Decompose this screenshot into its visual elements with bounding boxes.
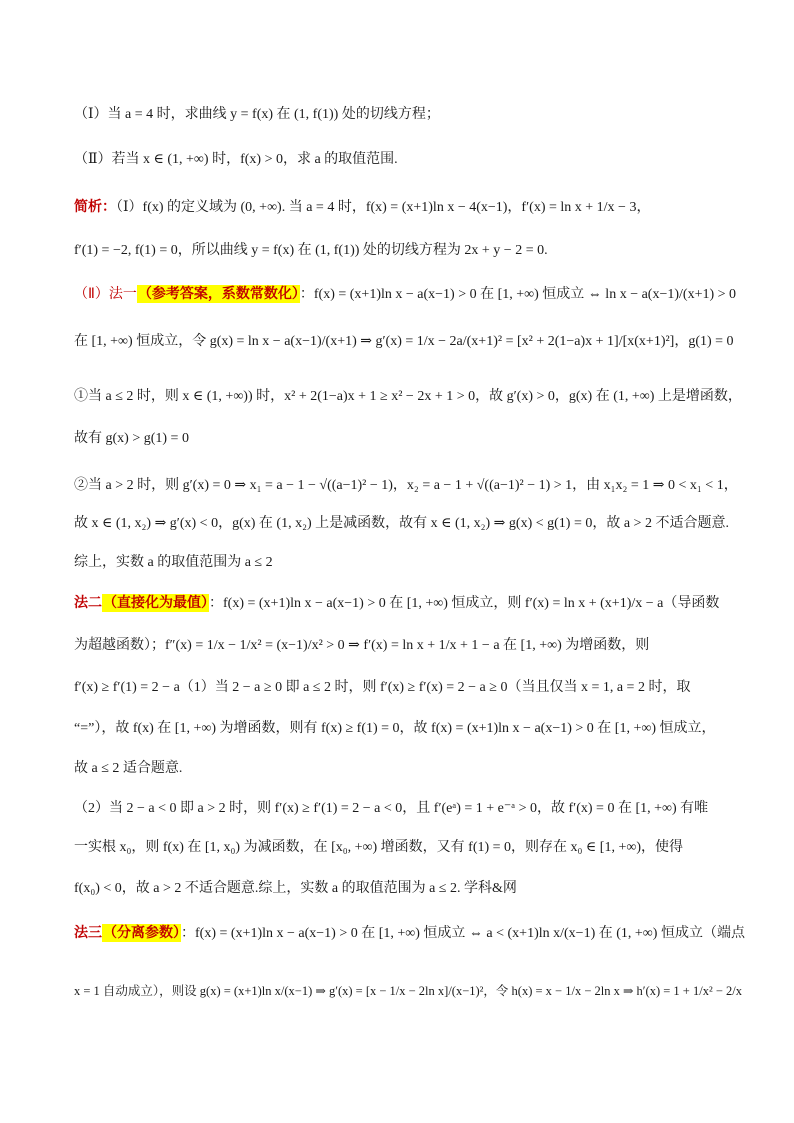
method1-tag: （参考答案，系数常数化） <box>137 286 299 302</box>
method3-line-1 <box>74 924 754 943</box>
method2-prefix: 法二 <box>74 595 102 611</box>
method1-conclusion: 综上，实数 a 的取值范围为 a ≤ 2 <box>74 555 273 570</box>
method2-line-1 <box>74 594 754 613</box>
method3-text-1: ：f(x) = (x+1)ln x − a(x−1) > 0 在 [1, +∞) 恒成立 ⇔ a < (x+1)ln x/(x−1) 在 (1, +∞) 恒成立（端点 <box>181 926 745 941</box>
question-part-1: （Ⅰ）当 a = 4 时，求曲线 y = f(x) 在 (1, f(1)) 处的切线方程； <box>74 107 440 122</box>
method2-line-5: 故 a ≤ 2 适合题意. <box>74 761 183 776</box>
method3-line-2: x = 1 自动成立），则设 g(x) = (x+1)ln x/(x−1) ⇒ g′(x) = [x − 1/x − 2ln x]/(x−1)²，令 h(x) = x − 1/x − 2ln x ⇒ h′(x) = 1 + 1/x² − 2/x <box>74 984 742 998</box>
method1-prefix: （Ⅱ）法一 <box>74 286 137 302</box>
method2-line-8: f(x₀) < 0，故 a > 2 不适合题意.综上，实数 a 的取值范围为 a ≤ 2. 学科&网 <box>74 881 517 896</box>
method2-line-3: f′(x) ≥ f′(1) = 2 − a（1）当 2 − a ≥ 0 即 a ≤ 2 时，则 f′(x) ≥ f′(x) = 2 − a ≥ 0（当且仅当 x = 1, a = 2 时，取 <box>74 680 691 695</box>
method1-case2-line-2: 故 x ∈ (1, x₂) ⇒ g′(x) < 0，g(x) 在 (1, x₂) 上是减函数，故有 x ∈ (1, x₂) ⇒ g(x) < g(1) = 0，故 a > 2 不适合题意. <box>74 516 729 531</box>
method3-tag: （分离参数） <box>103 925 180 941</box>
method1-case1-line-1: ①当 a ≤ 2 时，则 x ∈ (1, +∞)) 时，x² + 2(1−a)x + 1 ≥ x² − 2x + 1 > 0，故 g′(x) > 0，g(x) 在 (1, +∞) 上是增函数， <box>74 389 742 404</box>
analysis-text-1: （Ⅰ）f(x) 的定义域为 (0, +∞). 当 a = 4 时，f(x) = (x+1)ln x − 4(x−1)，f′(x) = ln x + 1/x − 3， <box>116 200 651 215</box>
method2-line-6: （2）当 2 − a < 0 即 a > 2 时，则 f′(x) ≥ f′(1) = 2 − a < 0，且 f′(eᵃ) = 1 + e⁻ᵃ > 0，故 f′(x) = 0 在 [1, +∞) 有唯 <box>74 801 709 816</box>
analysis-line-2: f′(1) = −2, f(1) = 0，所以曲线 y = f(x) 在 (1, f(1)) 处的切线方程为 2x + y − 2 = 0. <box>74 243 548 258</box>
method2-line-2: 为超越函数）；f″(x) = 1/x − 1/x² = (x−1)/x² > 0 ⇒ f′(x) = ln x + 1/x + 1 − a 在 [1, +∞) 为增函数，则 <box>74 638 650 653</box>
method2-text-1: ：f(x) = (x+1)ln x − a(x−1) > 0 在 [1, +∞) 恒成立，则 f′(x) = ln x + (x+1)/x − a（导函数 <box>209 596 720 611</box>
question-part-2: （Ⅱ）若当 x ∈ (1, +∞) 时，f(x) > 0，求 a 的取值范围. <box>74 152 398 167</box>
method1-case2-line-1: ②当 a > 2 时，则 g′(x) = 0 ⇒ x₁ = a − 1 − √((a−1)² − 1)，x₂ = a − 1 + √((a−1)² − 1) > 1，由 x₁x₂ = 1 ⇒ 0 < x₁ < 1， <box>74 478 738 493</box>
method1-line-2: 在 [1, +∞) 恒成立，令 g(x) = ln x − a(x−1)/(x+1) ⇒ g′(x) = 1/x − 2a/(x+1)² = [x² + 2(1−a)x + 1]/[x(x+1)²]，g(1) = 0 <box>74 334 734 349</box>
method1-line-1 <box>74 285 754 304</box>
analysis-label: 简析： <box>74 199 116 215</box>
method3-prefix: 法三 <box>74 925 102 941</box>
method2-line-4: “=”），故 f(x) 在 [1, +∞) 为增函数，则有 f(x) ≥ f(1) = 0，故 f(x) = (x+1)ln x − a(x−1) > 0 在 [1, +∞) 恒成立， <box>74 721 716 736</box>
analysis-line-1 <box>74 198 754 217</box>
method1-case1-line-2: 故有 g(x) > g(1) = 0 <box>74 431 189 446</box>
method2-tag: （直接化为最值） <box>103 595 208 611</box>
method2-line-7: 一实根 x₀，则 f(x) 在 [1, x₀) 为减函数，在 [x₀, +∞) 增函数，又有 f(1) = 0，则存在 x₀ ∈ [1, +∞)，使得 <box>74 840 683 855</box>
method1-text-1: ：f(x) = (x+1)ln x − a(x−1) > 0 在 [1, +∞) 恒成立 ⇔ ln x − a(x−1)/(x+1) > 0 <box>299 287 737 302</box>
